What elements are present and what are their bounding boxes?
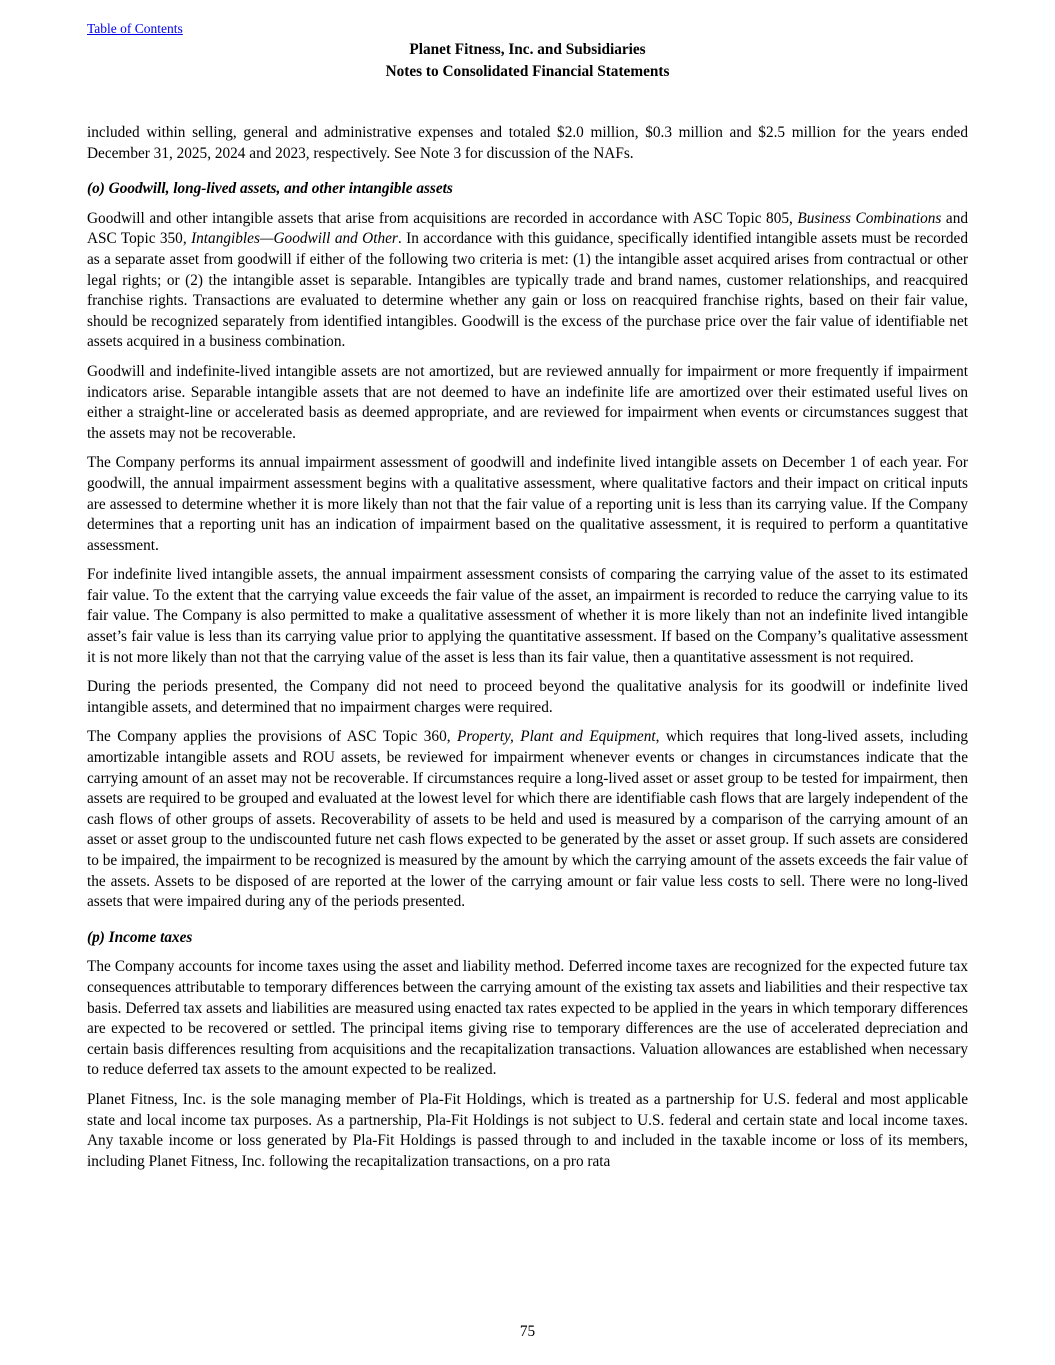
text-run: and ASC Topic 350, <box>87 209 968 248</box>
text-run: . In accordance with this guidance, specifically identified intangible assets must be recorded as a separate asset from goodwill if either of the following two criteria is met: (1) the intangible asset acquired arises from contractual or other legal rights; or (2) the intangible asset is separable. Intangibles are typically trade and brand names, customer relationships, and reacquired franchise rights. Transactions are evaluated to determine whether any gain or loss on reacquired franchise rights, based on their fair value, should be recognized separately from identified intangibles. Goodwill is the excess of the purchase price over the fair value of identifiable net assets acquired in a business combination. <box>87 230 968 351</box>
document-body <box>87 123 968 1172</box>
text-run-italic: Property, Plant and Equipment <box>457 728 656 746</box>
text-run: Goodwill and other intangible assets that arise from acquisitions are recorded in accordance with ASC Topic 805, <box>87 209 798 227</box>
text-run: , which requires that long-lived assets, including amortizable intangible assets and ROU assets, be reviewed for impairment whenever events or changes in circumstances indicate that the carrying amount of an asset may not be recoverable. If circumstances require a long-lived asset or asset group to be tested for impairment, then assets are required to be grouped and evaluated at the lowest level for which there are identifiable cash flows that are largely independent of the cash flows of other groups of assets. Recoverability of assets to be held and used is measured by a comparison of the carrying amount of an asset or asset group to the undiscounted future net cash flows expected to be generated by the asset or asset group. If such assets are considered to be impaired, the impairment to be recognized is measured by the amount by which the carrying amount of the assets exceeds the fair value of the assets. Assets to be disposed of are reported at the lower of the carrying amount or fair value less costs to sell. There were no long-lived assets that were impaired during any of the periods presented. <box>87 728 968 911</box>
paragraph-indefinite-lived-assets: For indefinite lived intangible assets, the annual impairment assessment consists of comparing the carrying value of the asset to its estimated fair value. To the extent that the carrying value exceeds the fair value of the asset, an impairment is recorded to reduce the carrying value to its fair value. The Company is also permitted to make a qualitative assessment of whether it is more likely than not an indefinite lived intangible asset’s fair value is less than its carrying value prior to applying the quantitative assessment. If based on the Company’s qualitative assessment it is not more likely than not that the carrying value of the asset is less than its fair value, then a quantitative assessment is not required. <box>87 566 968 666</box>
page-number: 75 <box>519 1323 536 1340</box>
paragraph-income-taxes-method: The Company accounts for income taxes using the asset and liability method. Deferred income taxes are recognized for the expected future tax consequences attributable to temporary differences between the carrying amount of the existing tax assets and liabilities and their respective tax basis. Deferred tax assets and liabilities are measured using enacted tax rates expected to be applied in the years in which temporary differences are expected to be recovered or settled. The principal items giving rise to temporary differences are the use of accelerated depreciation and certain basis differences resulting from acquisitions and the recapitalization transactions. Valuation allowances are established when necessary to reduce deferred tax assets to the amount expected to be realized. <box>87 958 968 1079</box>
table-of-contents-link[interactable]: Table of Contents <box>87 21 183 36</box>
text-run-italic: Business Combinations <box>797 209 942 227</box>
paragraph-annual-impairment-assessment: The Company performs its annual impairment assessment of goodwill and indefinite lived intangible assets on December 1 of each year. For goodwill, the annual impairment assessment begins with a qualitative assessment, where qualitative factors and their impact on critical inputs are assessed to determine whether it is more likely than not that the fair value of a reporting unit is less than its carrying value. If the Company determines that a reporting unit has an indication of impairment based on the qualitative assessment, it is required to perform a quantitative assessment. <box>87 454 968 554</box>
paragraph-asc-topic-360 <box>87 727 968 912</box>
paragraph-goodwill-acquisitions <box>87 209 968 353</box>
statement-title: Notes to Consolidated Financial Statements <box>385 63 670 80</box>
section-heading-goodwill: (o) Goodwill, long-lived assets, and other intangible assets <box>87 180 453 198</box>
paragraph-sga-nafs: included within selling, general and administrative expenses and totaled $2.0 million, $0.3 million and $2.5 million for the years ended December 31, 2025, 2024 and 2023, respectively. See Note 3 for discussion of the NAFs. <box>87 124 968 162</box>
paragraph-pla-fit-holdings: Planet Fitness, Inc. is the sole managing member of Pla-Fit Holdings, which is treated as a partnership for U.S. federal and most applicable state and local income tax purposes. As a partnership, Pla-Fit Holdings is not subject to U.S. federal and certain state and local income taxes. Any taxable income or loss generated by Pla-Fit Holdings is passed through to and included in the taxable income or loss of its members, including Planet Fitness, Inc. following the recapitalization transactions, on a pro rata <box>87 1090 968 1170</box>
paragraph-amortization-policy: Goodwill and indefinite-lived intangible assets are not amortized, but are reviewed annually for impairment or more frequently if impairment indicators arise. Separable intangible assets that are not deemed to have an indefinite life are amortized over their estimated useful lives on either a straight-line or accelerated basis as deemed appropriate, and are reviewed for impairment when events or circumstances suggest that the assets may not be recoverable. <box>87 362 968 442</box>
paragraph-no-impairment-charges: During the periods presented, the Company did not need to proceed beyond the qualitative analysis for its goodwill or indefinite lived intangible assets, and determined that no impairment charges were required. <box>87 678 968 716</box>
company-title: Planet Fitness, Inc. and Subsidiaries <box>409 41 646 58</box>
section-heading-income-taxes: (p) Income taxes <box>87 928 193 946</box>
text-run: The Company applies the provisions of ASC Topic 360, <box>87 728 458 746</box>
document-title-block <box>87 39 968 83</box>
text-run-italic: Intangibles—Goodwill and Other <box>191 230 398 248</box>
